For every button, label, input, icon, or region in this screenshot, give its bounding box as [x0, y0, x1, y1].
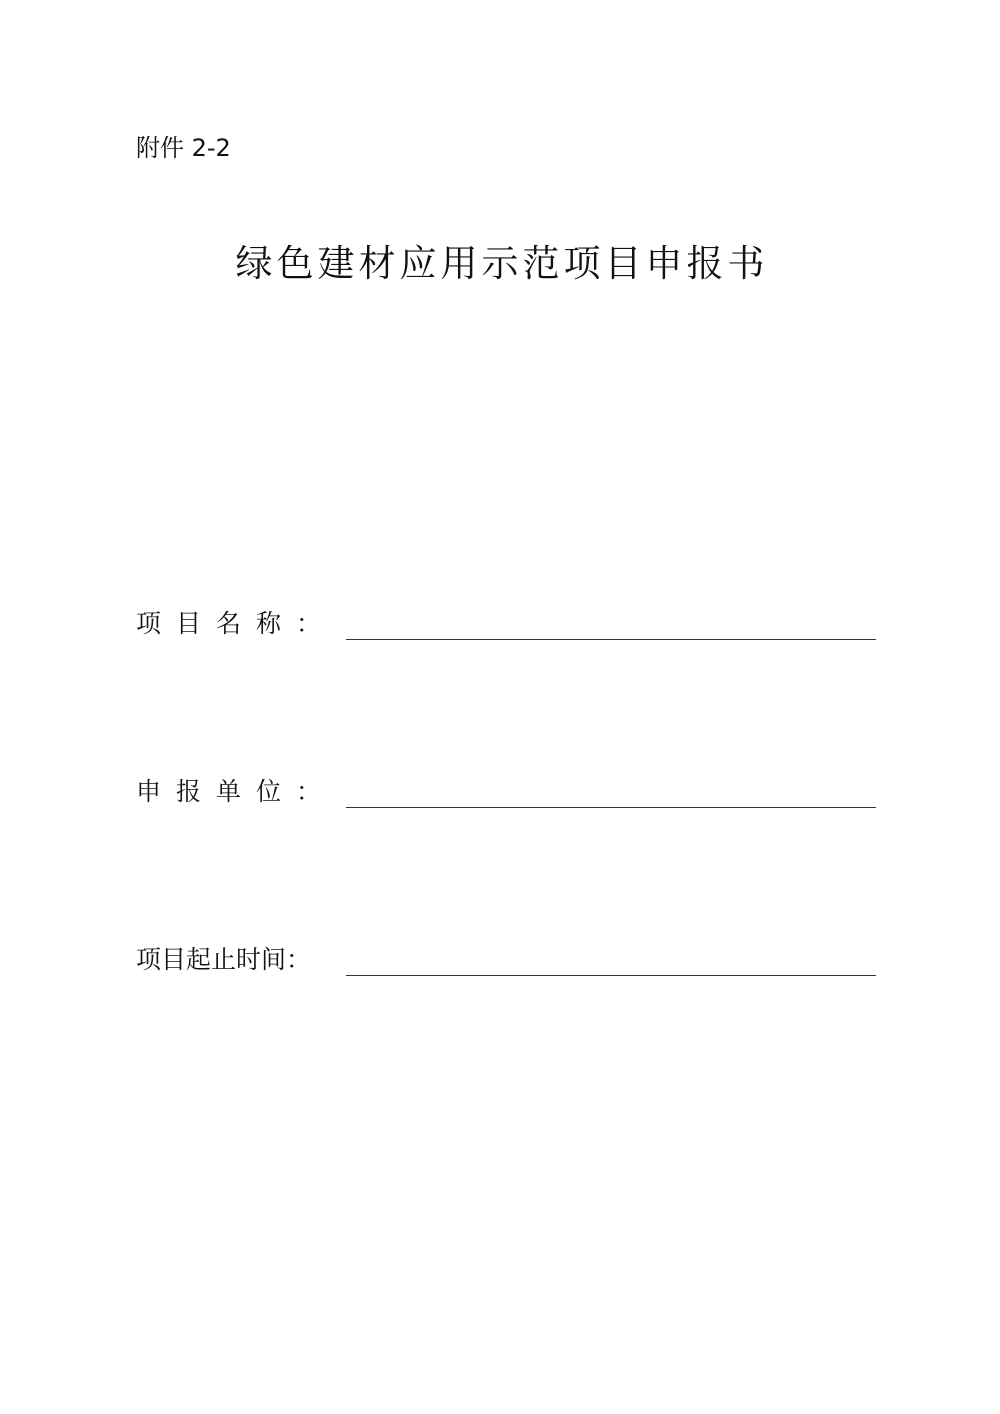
project-period-label: 项目起止时间：: [136, 945, 312, 974]
project-name-blank: [346, 639, 876, 640]
applicant-unit-blank: [346, 807, 876, 808]
attachment-label: 附件 2-2: [136, 134, 231, 162]
project-period-field: [136, 936, 876, 980]
applicant-unit-label: 申报单位：: [136, 777, 337, 806]
project-name-field: [136, 600, 876, 644]
applicant-unit-field: [136, 768, 876, 812]
document-title: 绿色建材应用示范项目申报书: [235, 242, 769, 285]
project-name-label: 项目名称：: [136, 609, 337, 638]
project-period-blank: [346, 975, 876, 976]
